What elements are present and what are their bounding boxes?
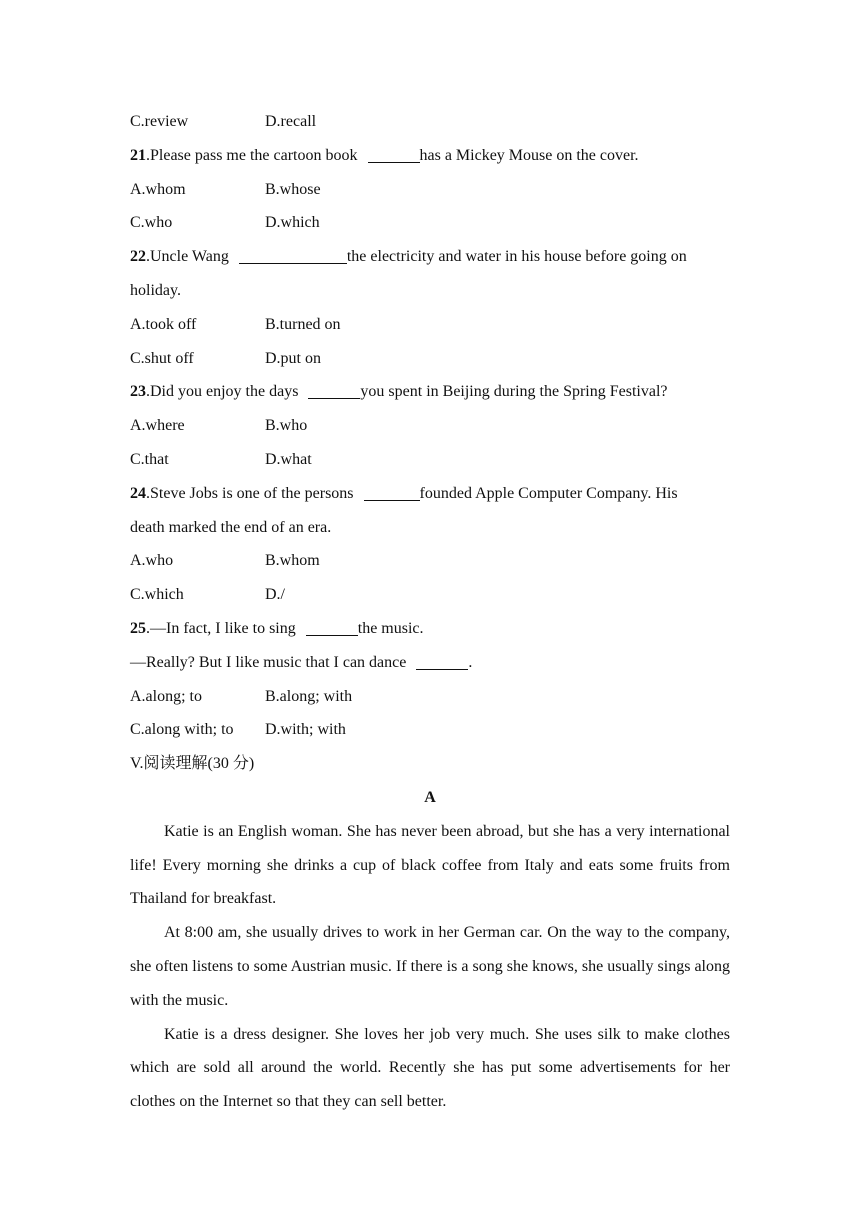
q25-blank-1 — [306, 617, 358, 636]
q25-line2-before: —Really? But I like music that I can dance — [130, 653, 411, 671]
q22-options-row1 — [130, 308, 730, 342]
q22-stem-cont: holiday. — [130, 281, 181, 299]
q25-option-c: C.along with; to — [130, 721, 234, 739]
q22-number: 22 — [130, 248, 146, 266]
q20-option-c: C.review — [130, 113, 189, 130]
q22-option-d: D.put on — [265, 349, 321, 367]
q22-option-c: C.shut off — [130, 349, 194, 367]
section-title: V.阅读理解(30 分) — [130, 755, 255, 773]
q23-options-row2 — [130, 443, 730, 477]
q25-option-a: A.along; to — [130, 687, 202, 705]
q21-option-a: A.whom — [130, 180, 186, 198]
q24-option-d: D./ — [265, 586, 285, 604]
q21-options-row1 — [130, 173, 730, 207]
q25-line2-after: . — [468, 653, 473, 671]
q21-text-after: has a Mickey Mouse on the cover. — [419, 146, 639, 164]
q22-text-after: the electricity and water in his house before going on — [346, 248, 687, 266]
q21-blank — [368, 144, 420, 163]
q25-stem — [130, 612, 730, 646]
q24-blank — [364, 482, 420, 501]
q23-options-row1 — [130, 409, 730, 443]
q23-option-a: A.where — [130, 417, 185, 435]
q24-stem-cont: death marked the end of an era. — [130, 518, 332, 536]
q23-number: 23 — [130, 383, 146, 401]
q25-stem-line2 — [130, 646, 730, 680]
q21-option-d: D.which — [265, 214, 320, 232]
q24-text-after: founded Apple Computer Company. His — [419, 484, 678, 502]
q21-number: 21 — [130, 146, 146, 164]
q22-option-a: A.took off — [130, 315, 197, 333]
q23-option-d: D.what — [265, 450, 312, 468]
q25-options-row2 — [130, 713, 730, 747]
passage-label: A — [424, 788, 436, 806]
q20-option-d: D.recall — [265, 113, 317, 130]
passage-paragraph-1: Katie is an English woman. She has never been abroad, but she has a very international life! Every morning she drinks a cup of black coffee from Italy and eats some fruits from Thailand for breakfast. — [130, 822, 730, 908]
q25-options-row1 — [130, 680, 730, 714]
q21-options-row2 — [130, 206, 730, 240]
q21-stem — [130, 139, 730, 173]
q22-options-row2 — [130, 342, 730, 376]
q23-text-after: you spent in Beijing during the Spring Festival? — [360, 383, 668, 401]
q23-blank — [308, 380, 360, 399]
page-content — [130, 105, 730, 1119]
q25-option-b: B.along; with — [265, 687, 353, 705]
q24-option-c: C.which — [130, 586, 184, 604]
q24-stem — [130, 477, 730, 511]
q23-option-c: C.that — [130, 450, 169, 468]
q22-stem — [130, 240, 730, 274]
q22-blank — [239, 245, 347, 264]
q22-text-before: .Uncle Wang — [146, 248, 233, 266]
q23-text-before: .Did you enjoy the days — [146, 383, 303, 401]
q25-option-d: D.with; with — [265, 721, 346, 739]
q23-stem — [130, 375, 730, 409]
q23-option-b: B.who — [265, 417, 308, 435]
q21-option-b: B.whose — [265, 180, 321, 198]
q24-options-row1 — [130, 544, 730, 578]
q24-option-a: A.who — [130, 552, 174, 570]
q24-text-before: .Steve Jobs is one of the persons — [146, 484, 358, 502]
q24-number: 24 — [130, 484, 146, 502]
q20-options-row2 — [130, 105, 730, 139]
q24-option-b: B.whom — [265, 552, 320, 570]
q25-blank-2 — [416, 651, 468, 670]
q22-option-b: B.turned on — [265, 315, 341, 333]
passage-paragraph-2: At 8:00 am, she usually drives to work in her German car. On the way to the company, she often listens to some Austrian music. If there is a song she knows, she usually sings along with the music. — [130, 924, 730, 1009]
q25-text-before: .—In fact, I like to sing — [146, 619, 300, 637]
passage-paragraph-3: Katie is a dress designer. She loves her job very much. She uses silk to make clothes which are sold all around the world. Recently she has put some advertisements for her clothes on the Internet so that they can sell better. — [130, 1025, 730, 1111]
q21-option-c: C.who — [130, 214, 173, 232]
q24-options-row2 — [130, 578, 730, 612]
q21-text-before: .Please pass me the cartoon book — [146, 146, 362, 164]
q25-number: 25 — [130, 619, 146, 637]
q25-text-after: the music. — [357, 619, 424, 637]
